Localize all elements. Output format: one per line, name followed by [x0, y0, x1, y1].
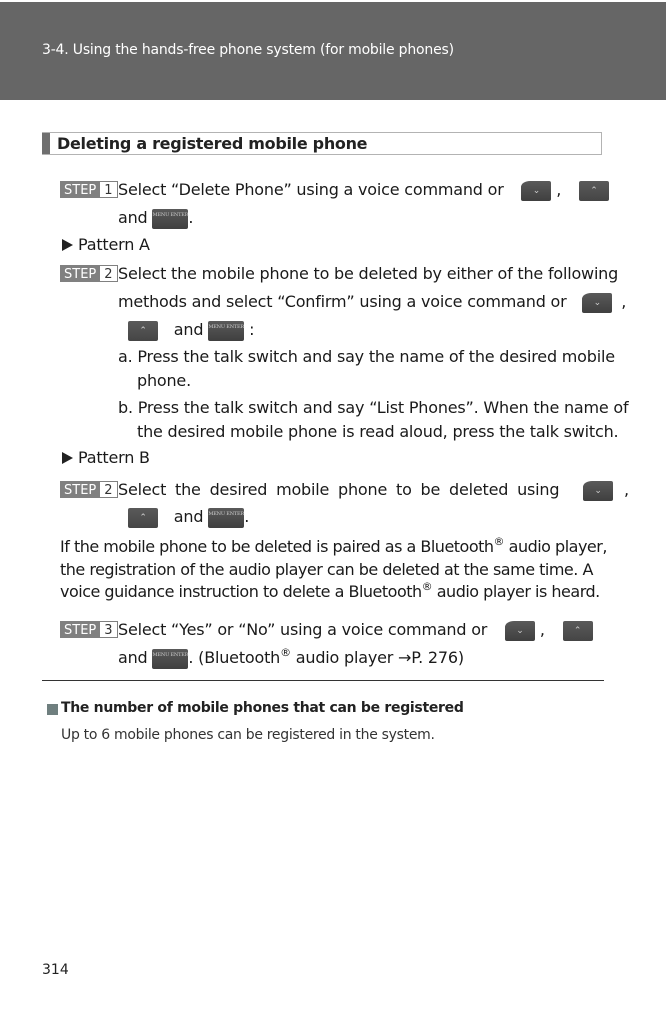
seek-up-button-icon: ⌃ — [128, 508, 158, 528]
text: If the mobile phone to be deleted is paired as a Bluetooth — [60, 537, 494, 556]
comma: , — [623, 480, 629, 499]
step-word: STEP — [60, 481, 100, 498]
method-a-line-1: a. Press the talk switch and say the name of the desired mobile — [118, 347, 615, 366]
step-1-text: Select “Delete Phone” using a voice command or — [118, 180, 504, 199]
comma: , — [556, 180, 562, 199]
bluetooth-note-line-1 — [60, 537, 607, 557]
seek-up-button-icon: ⌃ — [128, 321, 158, 341]
registered-mark: ® — [421, 580, 433, 593]
step-number: 3 — [100, 621, 117, 638]
bluetooth-note-line-2: the registration of the audio player can be deleted at the same time. A — [60, 560, 593, 579]
section-title: Deleting a registered mobile phone — [57, 134, 368, 153]
step-2b-badge — [60, 481, 118, 498]
note-title: The number of mobile phones that can be registered — [61, 700, 464, 716]
pattern-b-heading — [62, 448, 150, 468]
reference-text: . (Bluetooth — [188, 648, 281, 667]
menu-enter-button-icon: MENU ENTER — [152, 209, 188, 229]
square-bullet-icon — [47, 704, 58, 715]
step-word: STEP — [60, 621, 100, 638]
step-2a-line-2 — [118, 292, 626, 313]
step-1-badge — [60, 181, 118, 198]
pattern-b-label: Pattern B — [78, 448, 150, 467]
menu-enter-button-icon: MENU ENTER — [208, 321, 244, 341]
method-b-line-1: b. Press the talk switch and say “List Phones”. When the name of — [118, 398, 629, 417]
colon: : — [249, 320, 255, 339]
text: audio player, — [504, 537, 607, 556]
triangle-bullet-icon — [62, 239, 73, 251]
step-2a-line-3 — [128, 320, 254, 341]
step-2b-line-2 — [128, 507, 249, 528]
step-2b-line-1 — [118, 480, 629, 501]
text: voice guidance instruction to delete a Bluetooth — [60, 582, 422, 601]
method-a-line-2: phone. — [137, 371, 191, 390]
chapter-header: 3-4. Using the hands-free phone system (for mobile phones) — [42, 42, 454, 58]
note-body: Up to 6 mobile phones can be registered in the system. — [61, 727, 435, 743]
seek-down-button-icon: ⌄ — [583, 481, 613, 501]
step-1-line-1 — [118, 180, 609, 201]
period: . — [244, 507, 250, 526]
step-2a-line-1: Select the mobile phone to be deleted by either of the following — [118, 264, 619, 283]
seek-up-button-icon: ⌃ — [579, 181, 609, 201]
and-text: and — [173, 507, 204, 526]
triangle-bullet-icon — [62, 452, 73, 464]
divider-rule — [42, 680, 604, 681]
seek-up-button-icon: ⌃ — [563, 621, 593, 641]
page-number: 314 — [42, 962, 69, 978]
page-reference-link[interactable]: audio player →P. 276) — [290, 648, 464, 667]
menu-enter-button-icon: MENU ENTER — [208, 508, 244, 528]
pattern-a-label: Pattern A — [78, 235, 150, 254]
registered-mark: ® — [493, 535, 505, 548]
seek-down-button-icon: ⌄ — [582, 293, 612, 313]
and-text: and — [173, 320, 204, 339]
step-1-line-2 — [118, 208, 193, 229]
seek-down-button-icon: ⌄ — [505, 621, 535, 641]
comma: , — [539, 620, 545, 639]
bluetooth-note-line-3 — [60, 582, 600, 602]
comma: , — [621, 292, 627, 311]
step-number: 1 — [100, 181, 117, 198]
menu-enter-button-icon: MENU ENTER — [152, 649, 188, 669]
pattern-a-heading — [62, 235, 150, 255]
period: . — [188, 208, 194, 227]
and-text: and — [118, 648, 148, 667]
method-b-line-2: the desired mobile phone is read aloud, press the talk switch. — [137, 422, 619, 441]
seek-down-button-icon: ⌄ — [521, 181, 551, 201]
registered-mark: ® — [280, 646, 291, 659]
step-word: STEP — [60, 181, 100, 198]
step-2a-badge — [60, 265, 118, 282]
step-number: 2 — [100, 481, 117, 498]
step-3-line-2 — [118, 648, 464, 669]
step-number: 2 — [100, 265, 117, 282]
step-2b-text: Select the desired mobile phone to be deleted using — [118, 480, 560, 499]
step-2a-text: methods and select “Confirm” using a voice command or — [118, 292, 567, 311]
step-word: STEP — [60, 265, 100, 282]
text: audio player is heard. — [432, 582, 600, 601]
and-text: and — [118, 208, 148, 227]
step-3-line-1 — [118, 620, 593, 641]
step-3-badge — [60, 621, 118, 638]
step-3-text: Select “Yes” or “No” using a voice command or — [118, 620, 488, 639]
